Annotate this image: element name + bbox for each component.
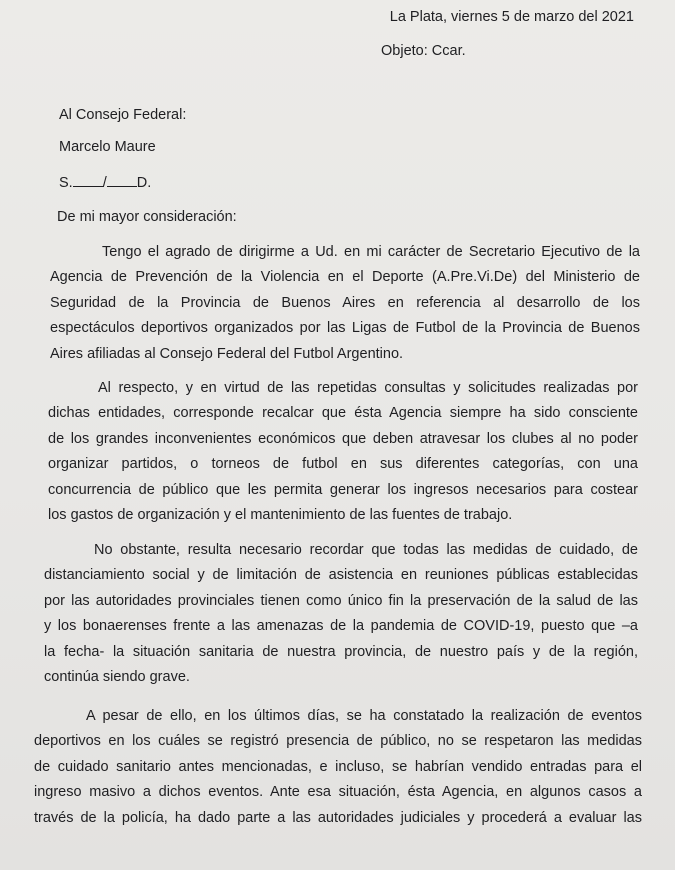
paragraph-line: por las autoridades provinciales tienen como único fin la preservación de la salud de las — [44, 592, 638, 609]
sd-prefix: S. — [59, 175, 73, 191]
paragraph-line: Tengo el agrado de dirigirme a Ud. en mi carácter de Secretario Ejecutivo de la — [102, 244, 640, 260]
greeting: De mi mayor consideración: — [57, 209, 237, 225]
paragraph-line: distanciamiento social y de limitación de asistencia en reuniones públicas establecidas — [44, 567, 638, 584]
letter-subject: Objeto: Ccar. — [381, 43, 466, 59]
paragraph-line: espectáculos deportivos organizados por las Ligas de Futbol de la Provincia de Buenos — [50, 320, 640, 337]
letter-date: La Plata, viernes 5 de marzo del 2021 — [389, 9, 634, 25]
paragraph-line: deportivos en los cuáles se registró presencia de público, no se respetaron las medidas — [34, 733, 642, 750]
paragraph-line: Al respecto, y en virtud de las repetidas consultas y solicitudes realizadas por — [98, 380, 638, 396]
paragraph-line: Seguridad de la Provincia de Buenos Aires en referencia al desarrollo de los — [50, 294, 640, 311]
paragraph-line: y los bonaerenses frente a las amenazas de la pandemia de COVID-19, puesto que –a — [44, 618, 638, 635]
salutation-abbrev — [59, 173, 151, 192]
paragraph-2 — [48, 376, 638, 528]
recipient-name: Marcelo Maure — [59, 139, 156, 155]
sd-separator: / — [102, 175, 107, 191]
paragraph-line: organizar partidos, o torneos de futbol en sus diferentes categorías, con una — [48, 456, 638, 473]
paragraph-4 — [34, 704, 642, 831]
paragraph-line: concurrencia de público que les permita generar los ingresos necesarios para costear — [48, 481, 638, 498]
paragraph-line: continúa siendo grave. — [44, 669, 190, 686]
paragraph-line: No obstante, resulta necesario recordar que todas las medidas de cuidado, de — [94, 542, 638, 558]
recipient-line: Al Consejo Federal: — [59, 107, 187, 123]
sd-suffix: D. — [136, 175, 152, 191]
paragraph-3 — [44, 538, 638, 690]
paragraph-line: ingreso masivo a dichos eventos. Ante esa situación, ésta Agencia, en algunos casos a — [34, 784, 642, 801]
paragraph-line: Agencia de Prevención de la Violencia en el Deporte (A.Pre.Vi.De) del Ministerio de — [50, 269, 640, 286]
paragraph-line: de los grandes inconvenientes económicos que deben atravesar los clubes al no poder — [48, 430, 638, 447]
sd-blank-2 — [107, 173, 137, 187]
paragraph-1 — [50, 240, 640, 367]
paragraph-line: A pesar de ello, en los últimos días, se ha constatado la realización de eventos — [86, 708, 642, 724]
paragraph-line: los gastos de organización y el mantenimiento de las fuentes de trabajo. — [48, 507, 513, 524]
paragraph-line: dichas entidades, corresponde recalcar que ésta Agencia siempre ha sido consciente — [48, 405, 638, 422]
paragraph-line: la fecha- la situación sanitaria de nuestra provincia, de nuestro país y de la región, — [44, 643, 638, 660]
paragraph-line: de cuidado sanitario antes mencionadas, e incluso, se habrían vendido entradas para el — [34, 758, 642, 775]
sd-blank-1 — [73, 173, 103, 187]
paragraph-line: Aires afiliadas al Consejo Federal del Futbol Argentino. — [50, 345, 404, 362]
paragraph-line: través de la policía, ha dado parte a las autoridades judiciales y procederá a evaluar las — [34, 809, 642, 826]
